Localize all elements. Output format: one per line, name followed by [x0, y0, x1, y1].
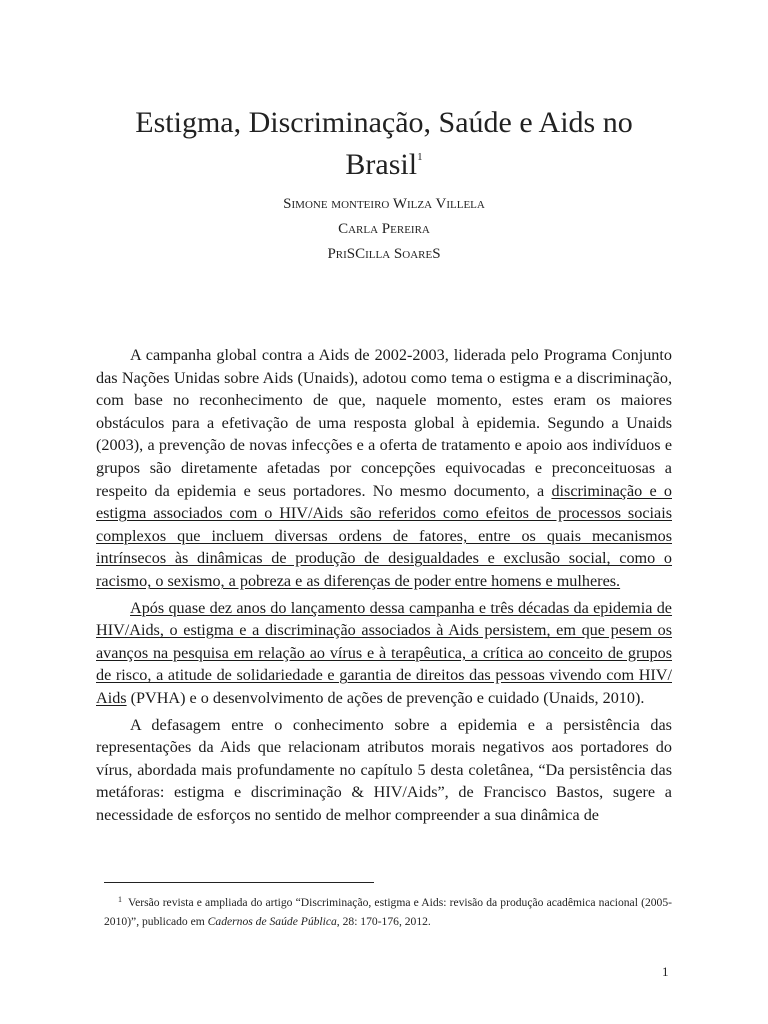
- footnote-marker: 1: [118, 895, 122, 904]
- author-list: [0, 192, 768, 267]
- author-name: Simone monteiro Wilza Villela: [283, 196, 485, 212]
- footnote-divider: [104, 882, 374, 883]
- title-text: Estigma, Discriminação, Saúde e Aids no Brasil: [135, 106, 633, 181]
- underlined-text: discriminação e o estigma associados com o HIV/Aids são referidos como efeitos de processos sociais complexos que incluem diversas ordens de fatores, entre os quais mecanismos intrínsecos às dinâmicas de produção de desigualdades e exclusão social, como o racismo, o sexismo, a pobreza e as diferenças de poder entre homens e mulheres.: [96, 481, 672, 590]
- paragraph-text: A defasagem entre o conhecimento sobre a epidemia e a persistência das representações da Aids que relacionam atributos morais negativos aos portadores do vírus, abordada mais profundamente no capítulo 5 desta coletânea, “Da persistência das metáforas: estigma e discriminação & HIV/Aids”, de Francisco Bastos, sugere a necessidade de esforços no sentido de melhor compreender a sua dinâmica de: [96, 715, 672, 824]
- paragraph: [96, 714, 672, 827]
- footnote: [104, 890, 672, 931]
- footnote-citation: , 28: 170-176, 2012.: [336, 915, 431, 928]
- paragraph: [96, 597, 672, 710]
- author-name: Carla Pereira: [338, 221, 430, 237]
- title-footnote-ref[interactable]: 1: [417, 151, 423, 163]
- paragraph-text: A campanha global contra a Aids de 2002-2003, liderada pelo Programa Conjunto das Nações Unidas sobre Aids (Unaids), adotou como tema o estigma e a discriminação, com base no reconhecimento de que, naquele momento, estes eram os maiores obstáculos para a efetivação de uma resposta global à epidemia. Segundo a Unaids (2003), a prevenção de novas infecções e a oferta de tratamento e apoio aos indivíduos e grupos são diretamente afetadas por concepções equivocadas e preconceituosas a respeito da epidemia e seus portadores. No mesmo documento, a: [96, 346, 672, 500]
- footnote-text: Versão revista e ampliada do artigo “Discriminação, estigma e Aids: revisão da produção acadêmica nacional (2005-2010)”, publicado em: [104, 896, 672, 928]
- paragraph: [96, 344, 672, 593]
- footnote-journal-title: Cadernos de Saúde Pública: [207, 915, 337, 928]
- underlined-text: Após quase dez anos do lançamento dessa campanha e três décadas da epidemia de HIV/Aids, o estigma e a discriminação associados à Aids persistem, em que pesem os avanços na pesquisa em relação ao vírus e à terapêutica, a crítica ao conceito de grupos de risco, a atitude de solidariedade e garantia de direitos das pessoas vivendo com HIV/ Aids: [96, 598, 672, 707]
- body-text: [96, 344, 672, 830]
- paragraph-text: (PVHA) e o desenvolvimento de ações de prevenção e cuidado (Unaids, 2010).: [126, 688, 645, 707]
- document-title: [96, 106, 672, 182]
- page-number: 1: [662, 964, 669, 979]
- author-name: PriSCilla SoareS: [327, 246, 441, 262]
